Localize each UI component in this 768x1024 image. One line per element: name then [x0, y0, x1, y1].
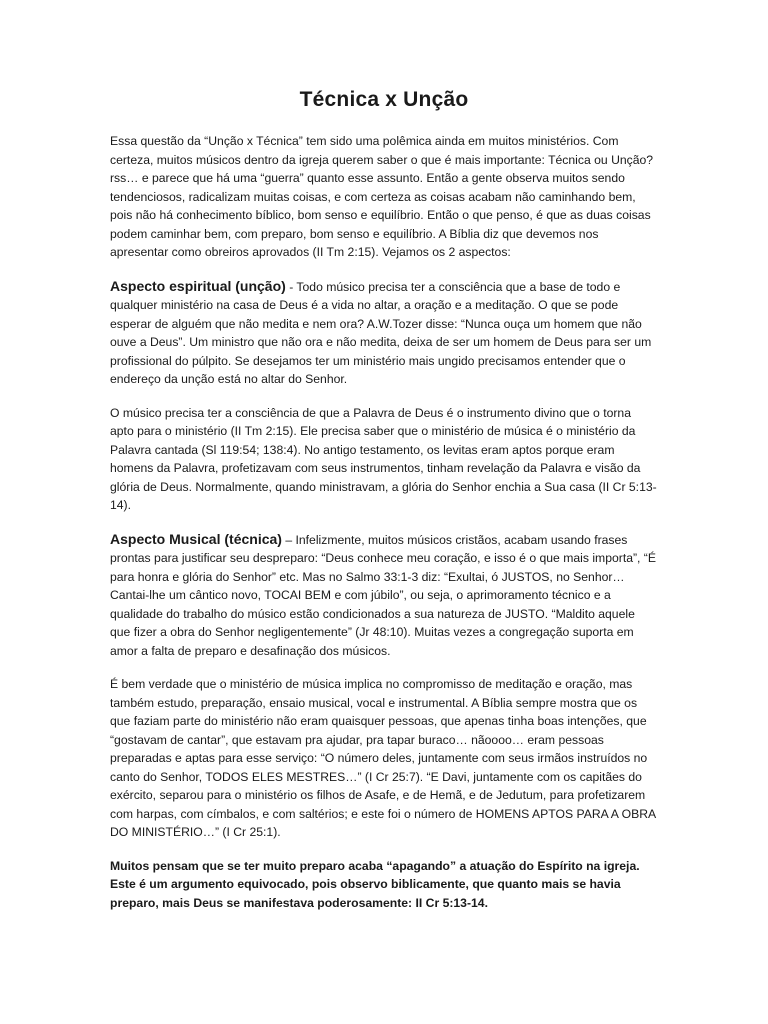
spiritual-aspect-heading: Aspecto espiritual (unção) [110, 277, 286, 294]
musical-aspect-heading: Aspecto Musical (técnica) [110, 530, 282, 547]
spiritual-aspect-paragraph [110, 277, 658, 389]
intro-paragraph: Essa questão da “Unção x Técnica” tem sido uma polêmica ainda em muitos ministérios. Com certeza, muitos músicos dentro da igreja querem saber o que é mais importante: Técnica ou Unção? rss… e parece que há uma “guerra” quanto esse assunto. Então a gente observa muitos sendo tendenciosos, radicalizam muitas coisas, e com certeza as coisas acabam não caminhando bem, pois não há conhecimento bíblico, bom senso e equilíbrio. Então o que penso, é que as duas coisas podem caminhar bem, com preparo, bom senso e equilíbrio. A Bíblia diz que devemos nos apresentar como obreiros aprovados (II Tm 2:15). Vejamos os 2 aspectos: [110, 134, 654, 259]
spiritual-aspect-body: - Todo músico precisa ter a consciência que a base de todo e qualquer ministério na casa de Deus é a vida no altar, a oração e a meditação. O que se pode esperar de alguém que não medita e nem ora? A.W.Tozer disse: “Nunca ouça um homem que não ouve a Deus”. Um ministro que não ora e não medita, deixa de ser um homem de Deus para ser um profissional do púlpito. Se desejamos ter um ministério mais ungido precisamos entender que o endereço da unção está no altar do Senhor. [110, 279, 652, 386]
document-title: Técnica x Unção [299, 88, 469, 111]
musical-aspect-paragraph [110, 530, 658, 661]
spiritual-aspect-paragraph-2: O músico precisa ter a consciência de que a Palavra de Deus é o instrumento divino que o torna apto para o ministério (II Tm 2:15). Ele precisa saber que o ministério de música é o ministério da Palavra cantada (Sl 119:54; 138:4). No antigo testamento, os levitas eram aptos porque eram homens da Palavra, profetizavam com seus instrumentos, tinham revelação da Palavra e visão da glória de Deus. Normalmente, quando ministravam, a glória do Senhor enchia a Sua casa (II Cr 5:13-14). [110, 405, 657, 512]
musical-aspect-body: – Infelizmente, muitos músicos cristãos, acabam usando frases prontas para justificar seu despreparo: “Deus conhece meu coração, e isso é o que mais importa”, “É para honra e glória do Senhor” etc. Mas no Salmo 33:1-3 diz: “Exultai, ó JUSTOS, no Senhor… Cantai-lhe um cântico novo, TOCAI BEM e com júbilo”, ou seja, o aprimoramento técnico e a qualidade do trabalho do músico estão condicionados a sua natureza de JUSTO. “Maldito aquele que fizer a obra do Senhor negligentemente” (Jr 48:10). Muitas vezes a congregação suporta em amor a falta de preparo e desafinação dos músicos. [110, 532, 656, 658]
closing-paragraph: Muitos pensam que se ter muito preparo acaba “apagando” a atuação do Espírito na igreja. Este é um argumento equivocado, pois observo biblicamente, que quanto mais se havia preparo, mais Deus se manifestava poderosamente: II Cr 5:13-14. [110, 858, 640, 910]
document-page [110, 88, 658, 927]
musical-aspect-paragraph-2: É bem verdade que o ministério de música implica no compromisso de meditação e oração, mas também estudo, preparação, ensaio musical, vocal e instrumental. A Bíblia sempre mostra que os que faziam parte do ministério não eram quaisquer pessoas, que apenas tinha boas intenções, que “gostavam de cantar”, que estavam pra ajudar, pra tapar buraco… nãoooo… eram pessoas preparadas e aptas para esse serviço: “O número deles, juntamente com seus irmãos instruídos no canto do Senhor, TODOS ELES MESTRES…” (I Cr 25:7). “E Davi, juntamente com os capitães do exército, separou para o ministério os filhos de Asafe, e de Hemã, e de Jedutum, para profetizarem com harpas, com címbalos, e com saltérios; e este foi o número de HOMENS APTOS PARA A OBRA DO MINISTÉRIO…” (I Cr 25:1). [110, 677, 656, 839]
